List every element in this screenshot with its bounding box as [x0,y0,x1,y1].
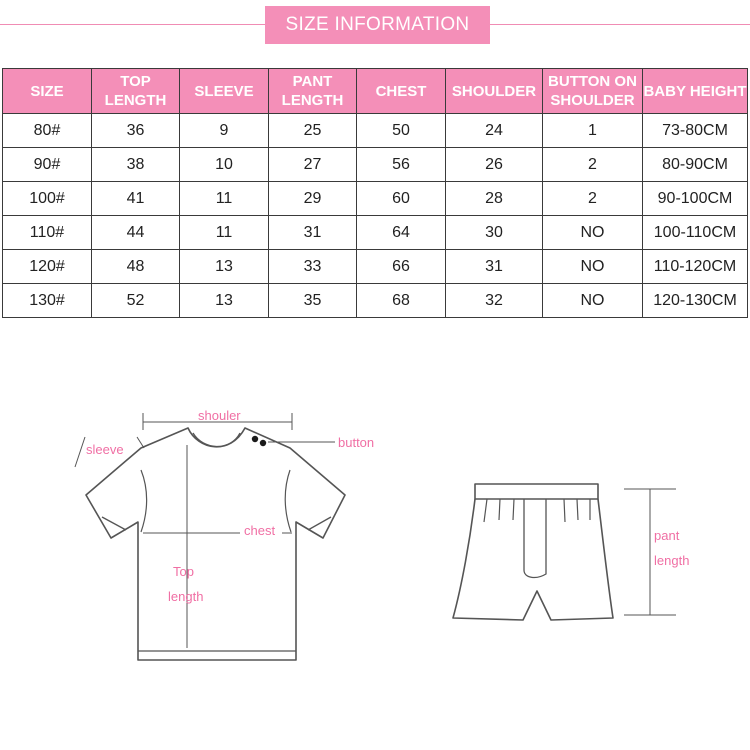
label-pant-length-1: pant [654,528,680,543]
label-shoulder: shouler [198,408,241,423]
table-cell: 11 [180,182,269,216]
table-cell: 13 [180,250,269,284]
table-cell: 120# [3,250,92,284]
header-sleeve: SLEEVE [180,69,269,114]
table-cell: 29 [269,182,357,216]
table-cell: NO [543,284,643,318]
table-cell: NO [543,250,643,284]
header-baby-height: BABY HEIGHT [643,69,748,114]
table-cell: 68 [357,284,446,318]
section-title: SIZE INFORMATION [265,6,490,44]
header-size: SIZE [3,69,92,114]
table-cell: 31 [446,250,543,284]
table-cell: 110-120CM [643,250,748,284]
table-cell: 80-90CM [643,148,748,182]
table-cell: 80# [3,114,92,148]
table-cell: 24 [446,114,543,148]
tshirt-illustration [86,428,345,660]
table-cell: 48 [92,250,180,284]
table-cell: 1 [543,114,643,148]
table-cell: 50 [357,114,446,148]
table-cell: 100# [3,182,92,216]
shorts-measure-lines [624,489,676,615]
table-cell: 28 [446,182,543,216]
table-cell: 32 [446,284,543,318]
label-pant-length-2: length [654,553,690,568]
table-cell: 35 [269,284,357,318]
table-cell: 13 [180,284,269,318]
table-cell: 100-110CM [643,216,748,250]
label-top-length-2: length [168,589,204,604]
table-cell: 41 [92,182,180,216]
table-cell: 31 [269,216,357,250]
table-cell: 2 [543,148,643,182]
table-cell: 120-130CM [643,284,748,318]
table-cell: 64 [357,216,446,250]
table-cell: 56 [357,148,446,182]
header-button-on-shoulder: BUTTON ON SHOULDER [543,69,643,114]
table-cell: NO [543,216,643,250]
table-cell: 44 [92,216,180,250]
shoulder-buttons [252,436,266,446]
table-cell: 60 [357,182,446,216]
table-cell: 25 [269,114,357,148]
table-cell: 66 [357,250,446,284]
table-cell: 26 [446,148,543,182]
header-pant-length: PANT LENGTH [269,69,357,114]
table-cell: 130# [3,284,92,318]
table-cell: 73-80CM [643,114,748,148]
table-cell: 11 [180,216,269,250]
header-chest: CHEST [357,69,446,114]
table-cell: 27 [269,148,357,182]
label-chest: chest [244,523,276,538]
table-cell: 30 [446,216,543,250]
table-cell: 110# [3,216,92,250]
label-sleeve: sleeve [86,442,124,457]
table-cell: 38 [92,148,180,182]
table-cell: 52 [92,284,180,318]
table-cell: 2 [543,182,643,216]
table-cell: 9 [180,114,269,148]
label-top-length-1: Top [173,564,194,579]
header-shoulder: SHOULDER [446,69,543,114]
shorts-illustration [453,484,613,620]
table-cell: 90# [3,148,92,182]
table-cell: 90-100CM [643,182,748,216]
table-cell: 36 [92,114,180,148]
table-cell: 33 [269,250,357,284]
header-top-length: TOP LENGTH [92,69,180,114]
table-cell: 10 [180,148,269,182]
label-button: button [338,435,375,450]
